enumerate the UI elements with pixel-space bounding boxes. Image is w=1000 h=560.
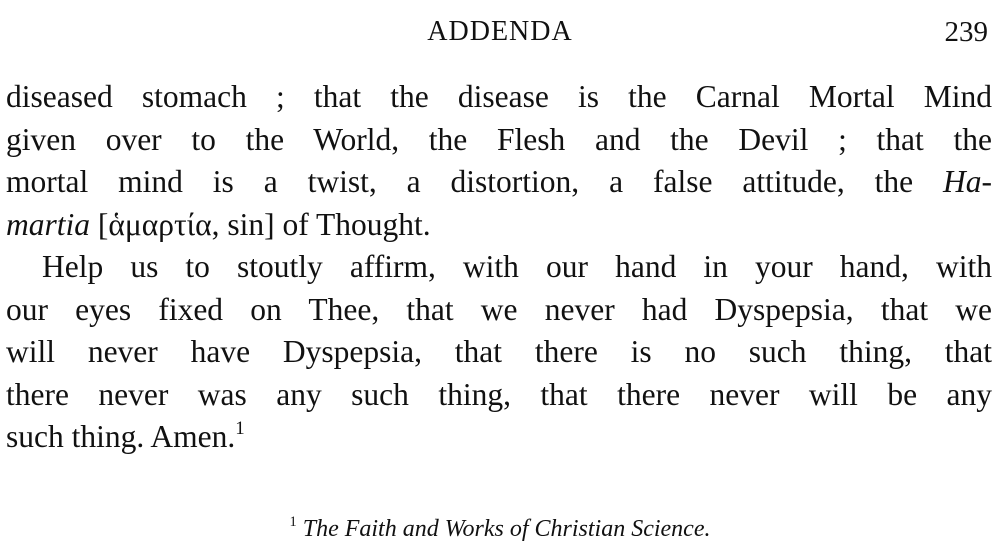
footnote-reference: 1 xyxy=(235,417,245,439)
hamartia-part-2: martia xyxy=(6,206,91,242)
hamartia-part-1: Ha- xyxy=(943,164,992,199)
footnote xyxy=(0,513,1000,543)
paragraph-1-line-3 xyxy=(6,161,992,204)
paragraph-1-line-2: given over to the World, the Flesh and the Devil ; that the xyxy=(6,121,992,157)
running-head xyxy=(0,16,1000,56)
paragraph-1-line-1: diseased stomach ; that the disease is the Carnal Mortal Mind xyxy=(6,79,992,114)
body-text xyxy=(6,76,992,459)
running-title: ADDENDA xyxy=(427,16,573,47)
footnote-text: The Faith and Works of Christian Science. xyxy=(302,516,711,542)
paragraph-2-line-5-text: such thing. Amen. xyxy=(6,419,236,454)
paragraph-2 xyxy=(6,246,992,459)
page-number: 239 xyxy=(944,16,988,48)
paragraph-2-line-5 xyxy=(6,416,992,459)
paragraph-2-line-3: will never have Dyspepsia, that there is no such thing, that xyxy=(6,334,992,369)
paragraph-1-line-4-text: [ἁμαρτία, sin] of Thought. xyxy=(90,206,431,242)
footnote-marker: 1 xyxy=(289,513,297,530)
paragraph-1-line-3-text: mortal mind is a twist, a distortion, a false attitude, the xyxy=(6,164,943,199)
paragraph-2-line-1: Help us to stoutly affirm, with our hand in your hand, with xyxy=(42,249,992,284)
paragraph-2-line-4: there never was any such thing, that there never will be any xyxy=(6,376,992,412)
paragraph-1-line-4 xyxy=(6,204,992,247)
paragraph-2-line-2: our eyes fixed on Thee, that we never had Dyspepsia, that we xyxy=(6,291,992,327)
paragraph-1 xyxy=(6,76,992,246)
